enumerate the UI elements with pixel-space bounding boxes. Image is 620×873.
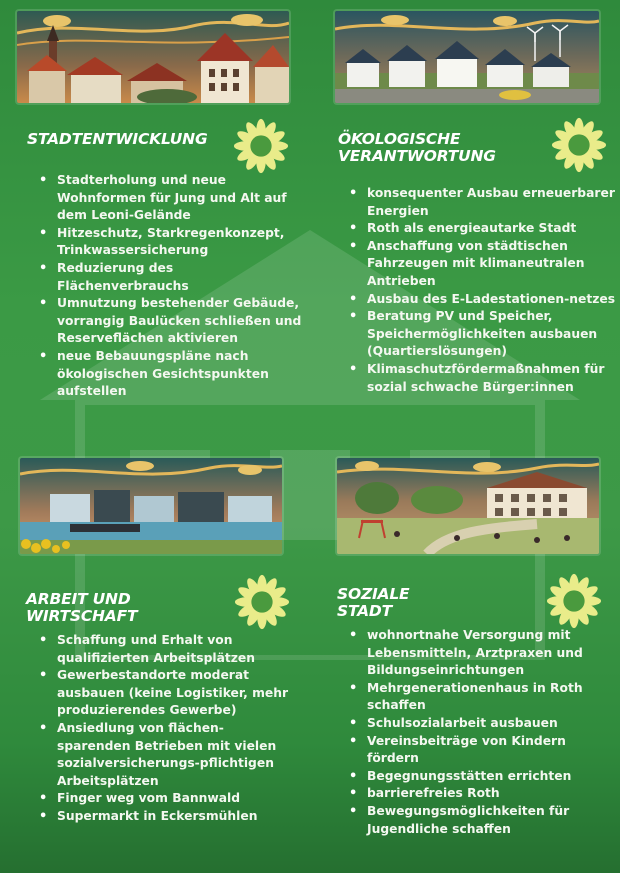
section-title: ARBEIT UND WIRTSCHAFT: [26, 590, 138, 625]
sunflower-icon: [550, 116, 608, 174]
list-item: • Reduzierung des Flächenverbrauchs: [57, 260, 307, 295]
section-title: ÖKOLOGISCHE VERANTWORTUNG: [338, 130, 496, 165]
list-item: • Schulsozialarbeit ausbauen: [367, 715, 617, 733]
list-item: • Beratung PV und Speicher, Speichermöglichkeiten ausbauen (Quartierslösungen): [367, 308, 620, 361]
list-item: • Gewerbestandorte moderat ausbauen (keine Logistiker, mehr produzierendes Gewerbe): [57, 667, 292, 720]
list-item: • Ansiedlung von flächen-sparenden Betrieben mit vielen sozialversicherungs-pflichtigen Arbeitsplätzen: [57, 720, 292, 790]
list-item: • Roth als energieautarke Stadt: [367, 220, 620, 238]
list-item: • Schaffung und Erhalt von qualifizierten Arbeitsplätzen: [57, 632, 292, 667]
solar-houses-illustration: [335, 11, 599, 103]
list-item: • Stadterholung und neue Wohnformen für Jung und Alt auf dem Leoni-Gelände: [57, 172, 307, 225]
sunflower-icon: [232, 117, 290, 175]
community-park-illustration: [337, 458, 599, 554]
list-item: • neue Bebauungspläne nach ökologischen Gesichtspunkten aufstellen: [57, 348, 307, 401]
business-park-illustration: [20, 458, 282, 554]
list-item: • Ausbau des E-Ladestationen-netzes: [367, 291, 620, 309]
list-item: • barrierefreies Roth: [367, 785, 617, 803]
list-item: • Supermarkt in Eckersmühlen: [57, 808, 292, 826]
section-title: SOZIALE STADT: [337, 585, 410, 620]
list-item: • Hitzeschutz, Starkregenkonzept, Trinkwassersicherung: [57, 225, 307, 260]
list-item: • Anschaffung von städtischen Fahrzeugen mit klimaneutralen Antrieben: [367, 238, 620, 291]
list-item: • Vereinsbeiträge von Kindern fördern: [367, 733, 617, 768]
list-item: • wohnortnahe Versorgung mit Lebensmitteln, Arztpraxen und Bildungseinrichtungen: [367, 627, 617, 680]
list-item: • konsequenter Ausbau erneuerbarer Energien: [367, 185, 620, 220]
list-item: • Klimaschutzfördermaßnahmen für sozial schwache Bürger:innen: [367, 361, 620, 396]
list-item: • Umnutzung bestehender Gebäude, vorrangig Baulücken schließen und Reserveflächen aktivieren: [57, 295, 307, 348]
section-title: STADTENTWICKLUNG: [27, 130, 208, 148]
old-town-illustration: [17, 11, 289, 103]
sunflower-icon: [233, 573, 291, 631]
list-item: • Mehrgenerationenhaus in Roth schaffen: [367, 680, 617, 715]
section-item-list: [35, 172, 307, 401]
section-item-list: [345, 185, 620, 396]
sunflower-icon: [545, 572, 603, 630]
list-item: • Bewegungsmöglichkeiten für Jugendliche schaffen: [367, 803, 617, 838]
list-item: • Finger weg vom Bannwald: [57, 790, 292, 808]
list-item: • Begegnungsstätten errichten: [367, 768, 617, 786]
section-item-list: [35, 632, 292, 826]
section-item-list: [345, 627, 617, 838]
